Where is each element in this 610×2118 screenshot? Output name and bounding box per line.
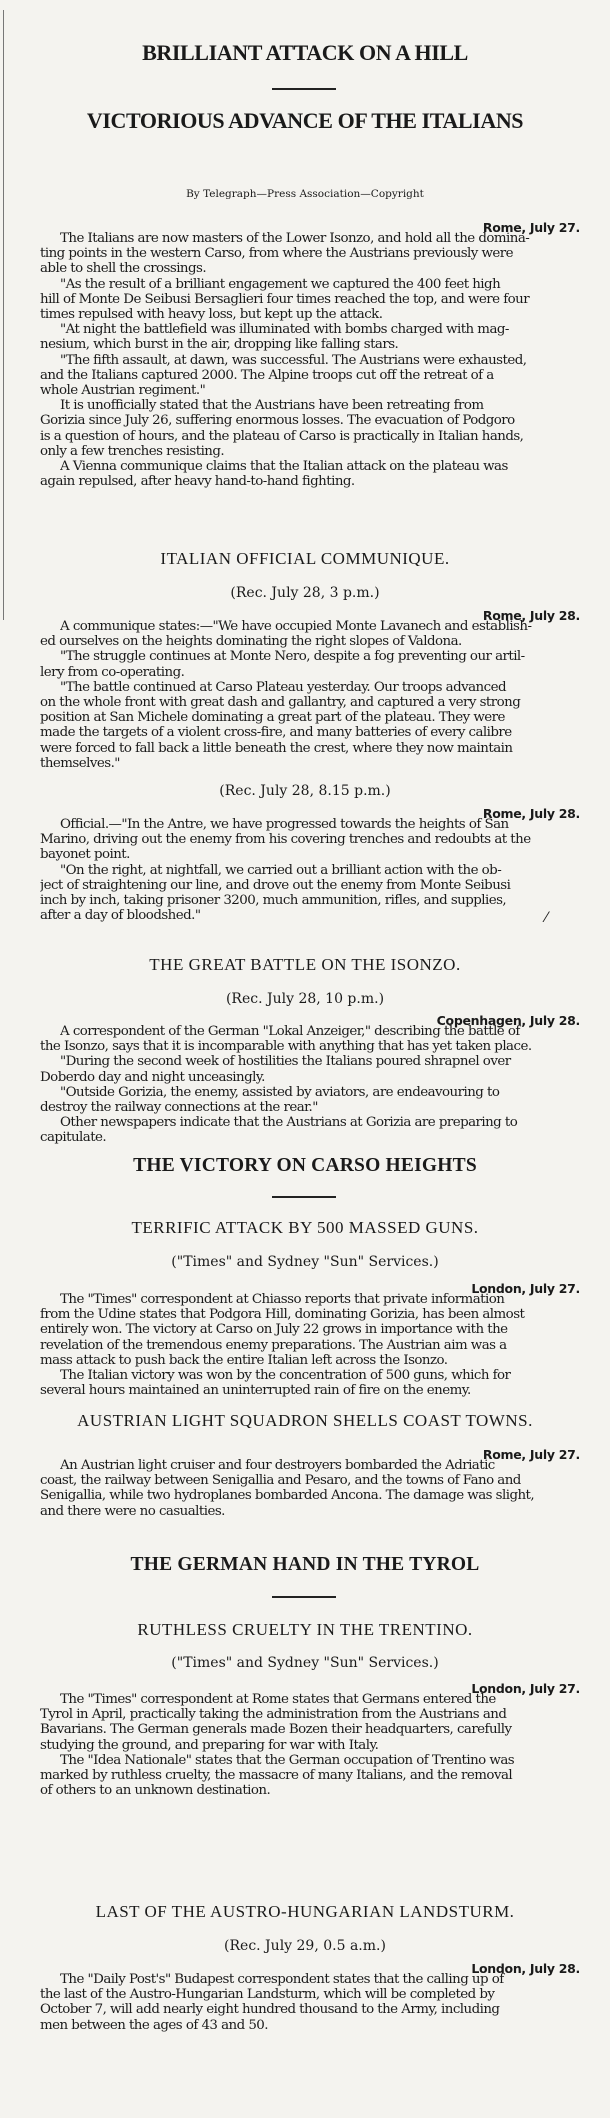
body-line: Doberdo day and night unceasingly. bbox=[40, 1069, 265, 1085]
body-line: nesium, which burst in the air, dropping like falling stars. bbox=[40, 337, 399, 353]
body-line: Gorizia since July 26, suffering enormous losses. The evacuation of Podgoro bbox=[40, 413, 515, 429]
subhead-terrific-attack: TERRIFIC ATTACK BY 500 MASSED GUNS. bbox=[131, 1220, 479, 1235]
body-line: "The fifth assault, at dawn, was successful. The Austrians were exhausted, bbox=[60, 352, 527, 368]
body-line: of others to an unknown destination. bbox=[40, 1783, 271, 1799]
body-line: several hours maintained an uninterrupted rain of fire on the enemy. bbox=[40, 1383, 471, 1399]
services-credit: ("Times" and Sydney "Sun" Services.) bbox=[171, 1656, 439, 1671]
body-line: men between the ages of 43 and 50. bbox=[40, 2017, 268, 2033]
body-line: The "Idea Nationale" states that the German occupation of Trentino was bbox=[60, 1752, 515, 1768]
body-line: ting points in the western Carso, from where the Austrians previously were bbox=[40, 246, 513, 262]
heading-last-landsturm: LAST OF THE AUSTRO-HUNGARIAN LANDSTURM. bbox=[95, 1904, 515, 1919]
body-line: October 7, will add nearly eight hundred thousand to the Army, including bbox=[40, 2002, 500, 2018]
received-time: (Rec. July 28, 8.15 p.m.) bbox=[219, 784, 391, 799]
body-line: ject of straightening our line, and drove out the enemy from Monte Seibusi bbox=[40, 877, 511, 893]
body-line: from the Udine states that Podgora Hill, dominating Gorizia, has been almost bbox=[40, 1307, 525, 1323]
received-time: (Rec. July 29, 0.5 a.m.) bbox=[224, 1939, 386, 1954]
body-line: the Isonzo, says that it is incomparable with anything that has yet taken place. bbox=[40, 1039, 532, 1055]
body-line: "The struggle continues at Monte Nero, despite a fog preventing our artil- bbox=[60, 649, 525, 665]
body-line: revelation of the tremendous enemy preparations. The Austrian aim was a bbox=[40, 1337, 507, 1353]
body-line: were forced to fall back a little beneath the crest, where they now maintain bbox=[40, 740, 513, 756]
body-line: The "Times" correspondent at Chiasso reports that private information bbox=[60, 1292, 505, 1307]
body-line: Senigallia, while two hydroplanes bombarded Ancona. The damage was slight, bbox=[40, 1488, 535, 1504]
headline-rule bbox=[272, 1596, 336, 1598]
body-line: able to shell the crossings. bbox=[40, 261, 207, 277]
body-line: coast, the railway between Senigallia and Pesaro, and the towns of Fano and bbox=[40, 1473, 521, 1489]
body-line: ed ourselves on the heights dominating the right slopes of Valdona. bbox=[40, 634, 462, 650]
body-line: An Austrian light cruiser and four destroyers bombarded the Adriatic bbox=[60, 1458, 495, 1473]
body-line: after a day of bloodshed." bbox=[40, 908, 201, 924]
body-line: studying the ground, and preparing for war with Italy. bbox=[40, 1737, 379, 1753]
subhead-victorious-advance: VICTORIOUS ADVANCE OF THE ITALIANS bbox=[86, 113, 524, 128]
stray-mark: ⁄ bbox=[545, 910, 548, 926]
body-line: and the Italians captured 2000. The Alpine troops cut off the retreat of a bbox=[40, 367, 494, 383]
body-line: Bavarians. The German generals made Bozen their headquarters, carefully bbox=[40, 1722, 512, 1738]
dateline: Rome, July 27. bbox=[482, 1447, 580, 1462]
body-line: "At night the battlefield was illuminated with bombs charged with mag- bbox=[60, 322, 509, 338]
dateline: Rome, July 28. bbox=[482, 608, 580, 623]
headline-victory-carso: THE VICTORY ON CARSO HEIGHTS bbox=[133, 1158, 477, 1173]
headline-rule bbox=[272, 1196, 336, 1198]
dateline: Rome, July 28. bbox=[482, 806, 580, 821]
subhead-ruthless-cruelty: RUTHLESS CRUELTY IN THE TRENTINO. bbox=[137, 1622, 473, 1637]
body-line: "On the right, at nightfall, we carried out a brilliant action with the ob- bbox=[60, 862, 502, 878]
body-line: times repulsed with heavy loss, but kept up the attack. bbox=[40, 307, 383, 322]
body-line: A correspondent of the German "Lokal Anzeiger," describing the battle of bbox=[60, 1024, 520, 1039]
body-line: Official.—"In the Antre, we have progressed towards the heights of San bbox=[60, 817, 509, 832]
heading-italian-communique: ITALIAN OFFICIAL COMMUNIQUE. bbox=[160, 551, 450, 566]
headline-brilliant-attack: BRILLIANT ATTACK ON A HILL bbox=[142, 45, 468, 60]
body-line: on the whole front with great dash and gallantry, and captured a very strong bbox=[40, 695, 521, 710]
body-line: "During the second week of hostilities the Italians poured shrapnel over bbox=[60, 1054, 511, 1070]
body-line: Marino, driving out the enemy from his covering trenches and redoubts at the bbox=[40, 832, 531, 848]
headline-german-hand: THE GERMAN HAND IN THE TYROL bbox=[130, 1557, 480, 1572]
body-line: A Vienna communique claims that the Italian attack on the plateau was bbox=[60, 459, 508, 474]
received-time: (Rec. July 28, 3 p.m.) bbox=[230, 586, 380, 601]
body-line: A communique states:—"We have occupied Monte Lavanech and establish- bbox=[60, 619, 532, 634]
body-line: position at San Michele dominating a great part of the plateau. They were bbox=[40, 710, 505, 726]
body-line: capitulate. bbox=[40, 1130, 107, 1146]
dateline: Rome, July 27. bbox=[482, 220, 580, 235]
body-line: "As the result of a brilliant engagement we captured the 400 feet high bbox=[60, 276, 501, 292]
body-line: Tyrol in April, practically taking the administration from the Austrians and bbox=[40, 1707, 507, 1723]
body-line: bayonet point. bbox=[40, 847, 130, 863]
body-line: only a few trenches resisting. bbox=[40, 443, 225, 459]
body-line: lery from co-operating. bbox=[40, 664, 185, 680]
byline: By Telegraph—Press Association—Copyright bbox=[186, 188, 424, 200]
dateline: London, July 28. bbox=[471, 1961, 580, 1976]
headline-rule bbox=[272, 88, 336, 90]
body-line: "Outside Gorizia, the enemy, assisted by aviators, are endeavouring to bbox=[60, 1084, 500, 1100]
body-line: again repulsed, after heavy hand-to-hand fighting. bbox=[40, 474, 355, 490]
body-line: The "Times" correspondent at Rome states that Germans entered the bbox=[60, 1692, 496, 1707]
services-credit: ("Times" and Sydney "Sun" Services.) bbox=[171, 1255, 439, 1270]
received-time: (Rec. July 28, 10 p.m.) bbox=[225, 992, 385, 1007]
body-line: "The battle continued at Carso Plateau yesterday. Our troops advanced bbox=[60, 679, 506, 695]
body-line: The Italians are now masters of the Lower Isonzo, and hold all the domina- bbox=[60, 231, 530, 246]
body-line: The "Daily Post's" Budapest correspondent states that the calling up of bbox=[60, 1972, 504, 1987]
body-line: themselves." bbox=[40, 755, 120, 771]
dateline: London, July 27. bbox=[471, 1681, 580, 1696]
dateline: London, July 27. bbox=[471, 1281, 580, 1296]
heading-great-battle: THE GREAT BATTLE ON THE ISONZO. bbox=[149, 957, 461, 972]
body-line: the last of the Austro-Hungarian Landsturm, which will be completed by bbox=[40, 1987, 495, 2003]
heading-austrian-squadron: AUSTRIAN LIGHT SQUADRON SHELLS COAST TOWNS. bbox=[77, 1413, 533, 1428]
body-line: inch by inch, taking prisoner 3200, much ammunition, rifles, and supplies, bbox=[40, 893, 507, 908]
body-line: and there were no casualties. bbox=[40, 1503, 225, 1519]
body-line: made the targets of a violent cross-fire, and many batteries of every calibre bbox=[40, 725, 512, 741]
body-line: entirely won. The victory at Carso on July 22 grows in importance with the bbox=[40, 1322, 508, 1338]
body-line: is a question of hours, and the plateau of Carso is practically in Italian hands, bbox=[40, 428, 524, 444]
margin-line bbox=[3, 10, 4, 620]
body-line: mass attack to push back the entire Italian left across the Isonzo. bbox=[40, 1352, 448, 1368]
body-line: Other newspapers indicate that the Austrians at Gorizia are preparing to bbox=[60, 1115, 518, 1131]
body-line: whole Austrian regiment." bbox=[40, 383, 206, 398]
body-line: It is unofficially stated that the Austrians have been retreating from bbox=[60, 398, 484, 414]
dateline: Copenhagen, July 28. bbox=[436, 1013, 580, 1028]
body-line: destroy the railway connections at the rear." bbox=[40, 1100, 318, 1115]
body-line: The Italian victory was won by the concentration of 500 guns, which for bbox=[60, 1368, 511, 1383]
body-line: marked by ruthless cruelty, the massacre of many Italians, and the removal bbox=[40, 1768, 513, 1783]
body-line: hill of Monte De Seibusi Bersaglieri four times reached the top, and were four bbox=[40, 291, 530, 307]
